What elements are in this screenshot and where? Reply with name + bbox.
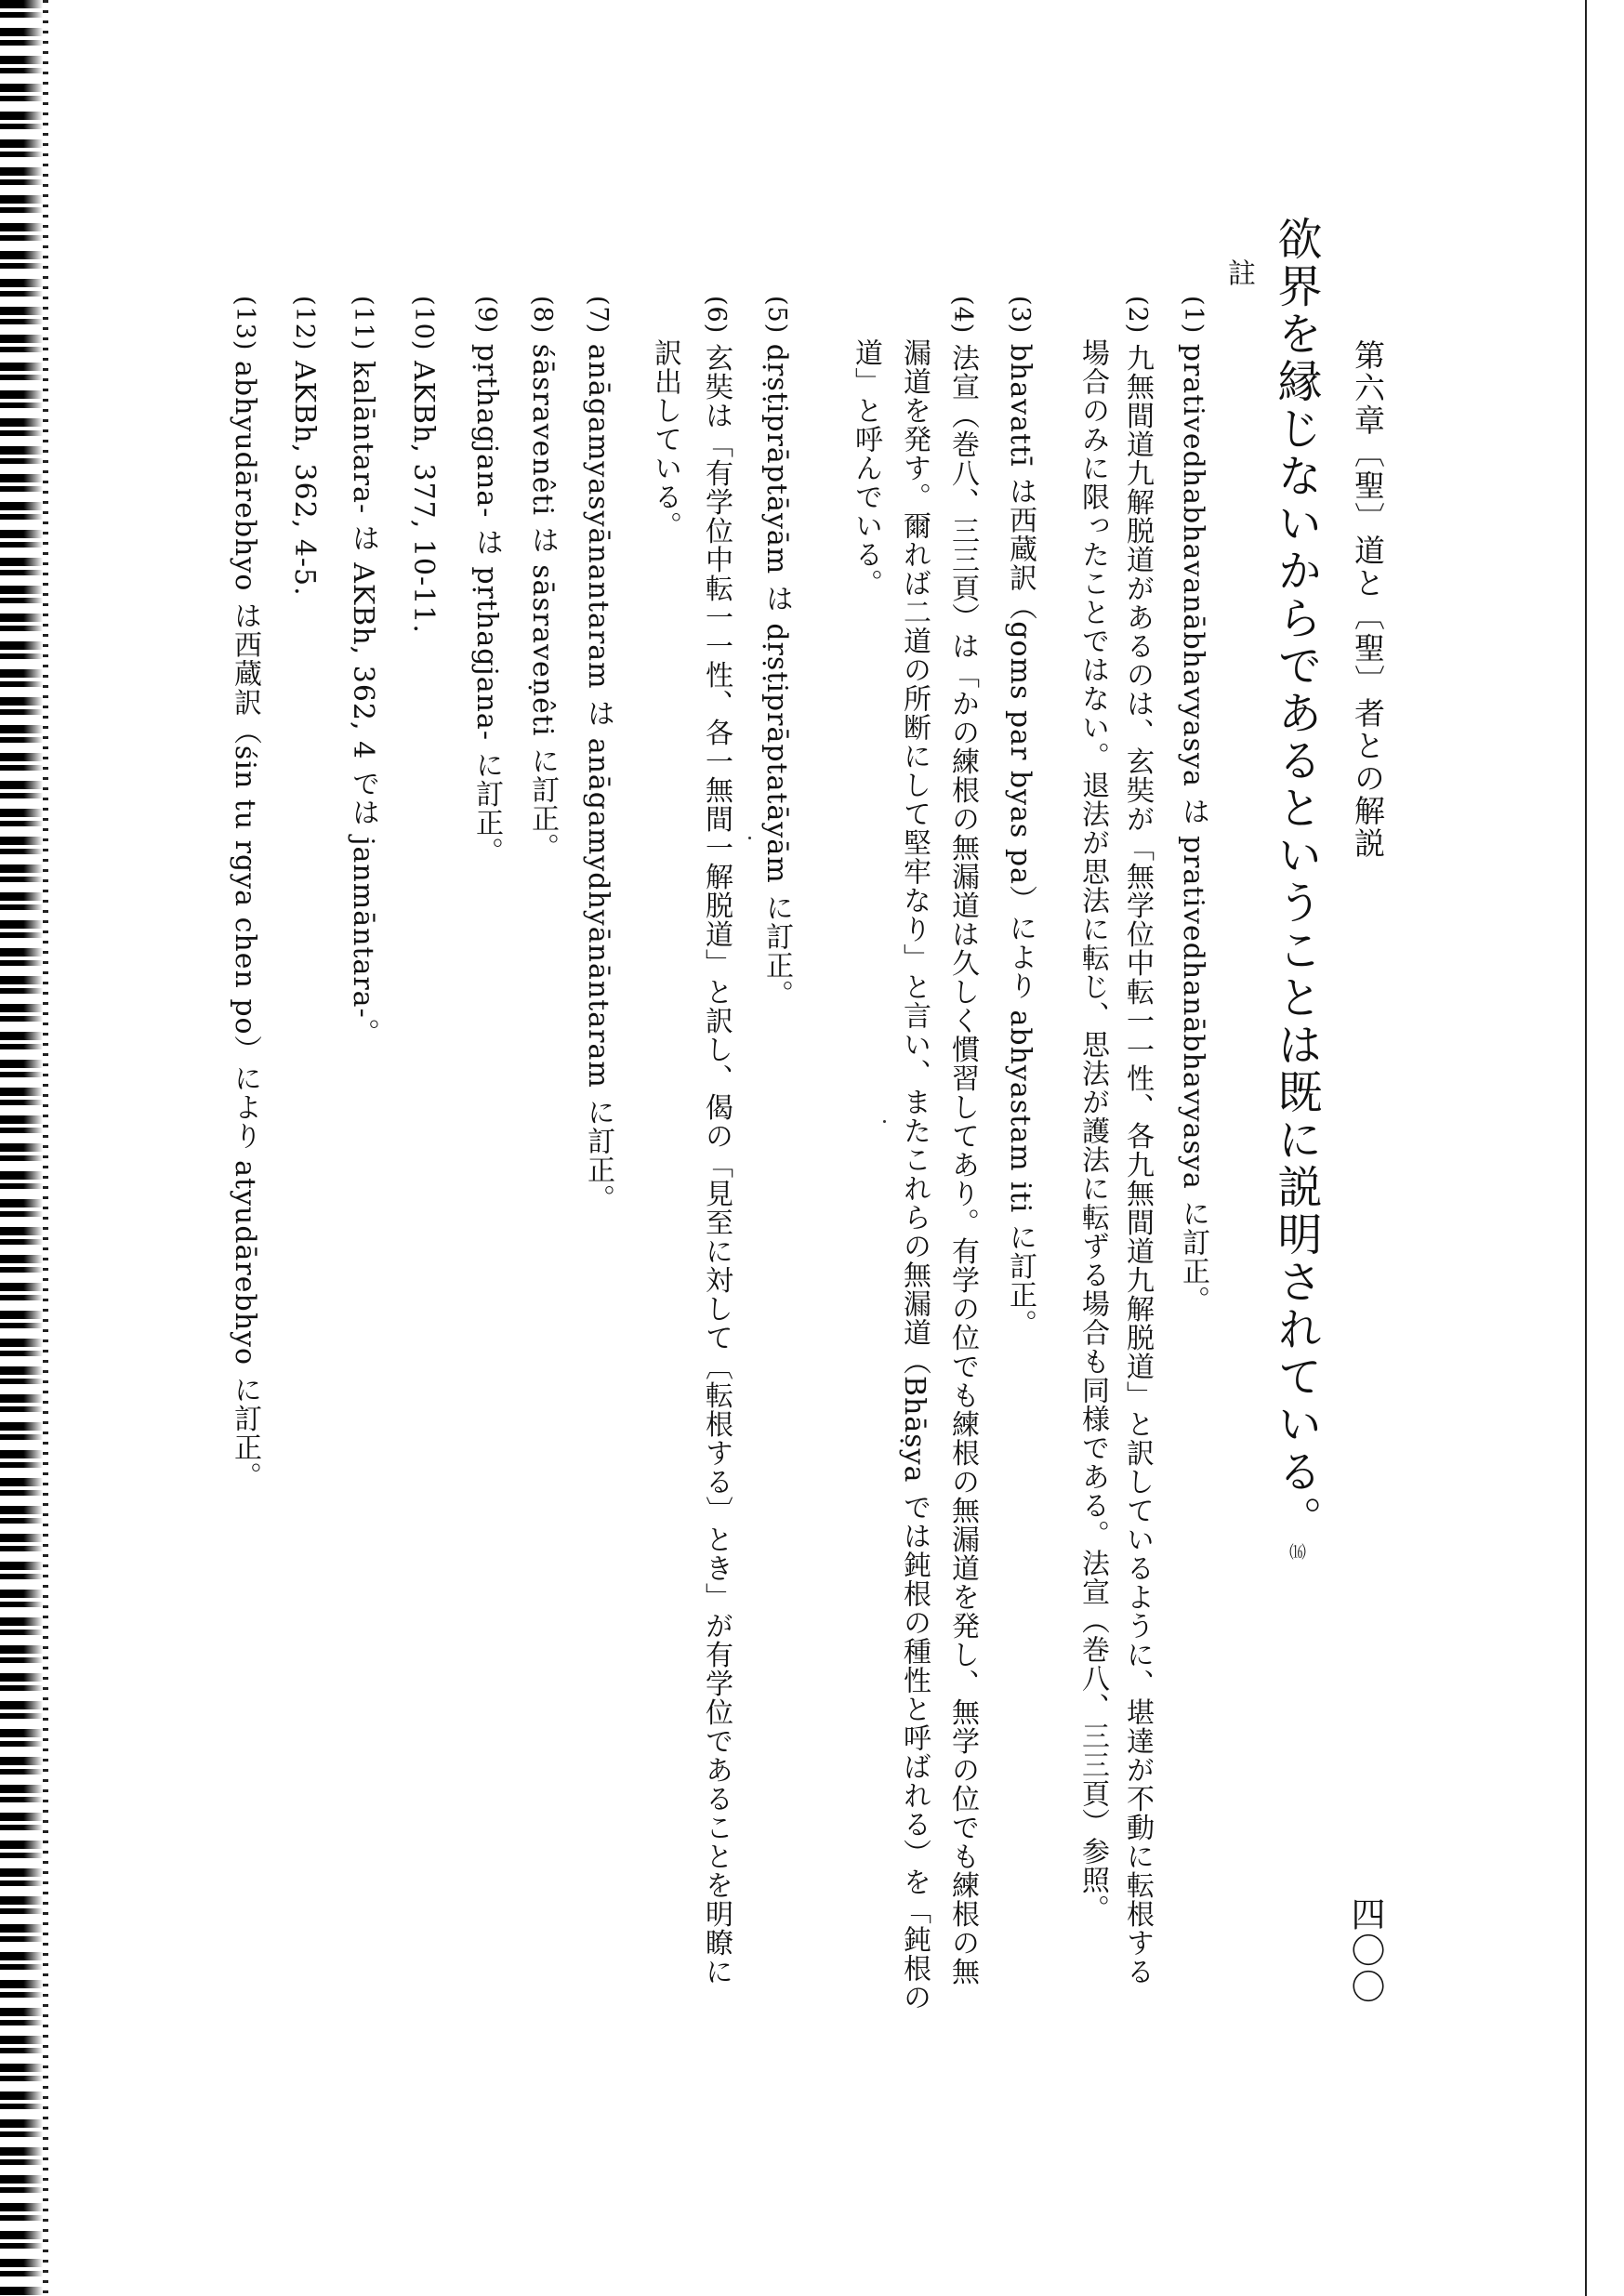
note-6-line-2: 訳出している。: [649, 338, 681, 540]
note-number: (9): [472, 296, 501, 335]
note-number: (11): [349, 296, 377, 351]
note-number: (1): [1179, 296, 1208, 335]
note-9: [470, 296, 503, 866]
page-number: 四〇〇: [1345, 1896, 1385, 2005]
note-number: (12): [290, 296, 319, 351]
note-text: 九無間道九解脱道があるのは、玄奘が「無学位中転一一性、各九無間道九解脱道」と訳しているように、堪達が不動に転根する: [1121, 343, 1154, 1986]
note-4-line-3: 道」と呼んでいる。: [850, 338, 882, 598]
note-5: [760, 296, 793, 1009]
footnote-ref: ⒃: [1287, 1543, 1306, 1563]
note-number: (6): [702, 296, 731, 335]
note-number: (3): [1006, 296, 1035, 335]
note-text: AKBh, 362, 4-5.: [288, 360, 321, 597]
scan-speck: [883, 1120, 886, 1123]
note-number: (13): [231, 296, 259, 351]
note-text: śāsravenêti は sāsraveṇêti に訂正。: [526, 343, 559, 863]
note-8: [526, 296, 559, 863]
note-text: prativedhabhavanābhavyasya は prativedhanābhavyasya に訂正。: [1177, 343, 1209, 1315]
main-text-line: [1270, 216, 1322, 1563]
note-number: (8): [528, 296, 557, 335]
note-10: [407, 296, 440, 634]
note-11: [347, 296, 379, 1048]
note-number: (4): [948, 296, 977, 335]
note-number: (10): [409, 296, 438, 351]
page-edge: [1585, 0, 1624, 2296]
scan-speck: [748, 837, 751, 839]
notes-heading: 註: [1222, 258, 1255, 286]
note-text: 法宣（巻八、三三頁）は「かの練根の無漏道は久しく慣習してあり。有学の位でも練根の無漏道を発し、無学の位でも練根の無: [946, 343, 979, 1986]
note-13: [229, 296, 261, 1491]
note-7: [584, 296, 612, 1213]
chapter-title: 第六章〔聖〕道と〔聖〕者との解説: [1350, 339, 1386, 860]
note-text: 玄奘は「有学位中転一一性、各一無間一解脱道」と訳し、偈の「見至に対して〔転根する〕とき」が有学位であることを明瞭に: [700, 343, 733, 1986]
note-2: [1121, 296, 1154, 1986]
note-1: [1179, 296, 1207, 1314]
note-4-line-2: 漏道を発す。爾れば二道の所断にして堅牢なり」と言い、またこれらの無漏道（Bhāṣya では鈍根の種性と呼ばれる）を「鈍根の: [898, 338, 931, 2012]
note-12: [288, 296, 321, 597]
note-number: (5): [762, 296, 791, 335]
note-text: abhyudārebhyo は西蔵訳（śin tu rgya chen po）により atyudārebhyo に訂正。: [229, 360, 261, 1491]
note-text: pṛthagjana- は pṛthagjana- に訂正。: [470, 343, 503, 866]
note-text: dṛṣṭiprāptāyām は dṛṣṭiprāptatāyām に訂正。: [760, 343, 793, 1009]
note-3: [1006, 296, 1034, 1339]
note-text: AKBh, 377, 10-11.: [407, 360, 440, 634]
note-number: (2): [1123, 296, 1152, 335]
note-4: [946, 296, 979, 1986]
note-text: anāgamyasyānantaram は anāgamydhyānāntaram に訂正。: [582, 343, 614, 1214]
note-text: bhavattī は西蔵訳（goms par byas pa）により abhyastam iti に訂正。: [1004, 343, 1036, 1339]
note-text: kalāntara- は AKBh, 362, 4 では janmāntara-。: [347, 360, 379, 1048]
binding-edge: [0, 0, 43, 2296]
note-2-line-2: 場合のみに限ったことではない。退法が思法に転じ、思法が護法に転ずる場合も同様である。法宣（巻八、三三頁）参照。: [1076, 338, 1109, 1923]
main-text: 欲界を縁じないからであるということは既に説明されている。: [1270, 216, 1322, 1543]
note-6: [700, 296, 733, 1986]
note-number: (7): [584, 296, 613, 335]
binding-shadow: [43, 0, 48, 2296]
